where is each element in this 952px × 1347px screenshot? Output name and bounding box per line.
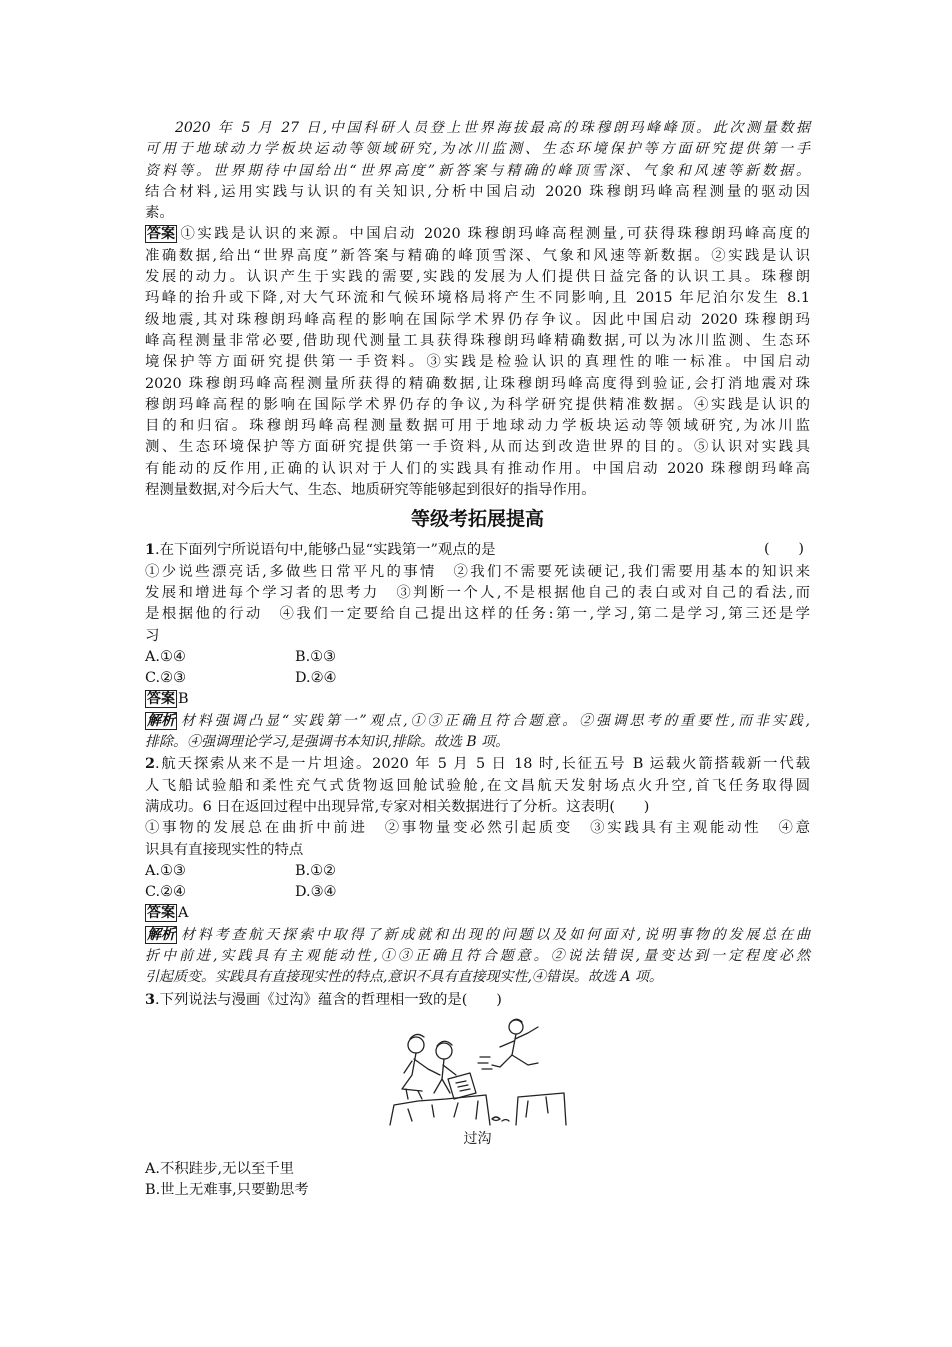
question-number: 1	[145, 541, 156, 559]
option-a: A.①③	[145, 862, 186, 879]
question-stem-line: 识具有直接现实性的特点	[145, 841, 304, 858]
question-3	[145, 989, 810, 1202]
answer-value: A	[178, 905, 189, 922]
question-body-line: 习	[145, 627, 160, 644]
question-body-line: 是根据他的行动 ④我们一定要给自己提出这样的任务:第一,学习,第二是学习,第三还是学	[145, 606, 810, 623]
answer-line: 级地震,其对珠穆朗玛峰高程的影响在国际学术界仍存争议。因此中国启动 2020 珠穆朗玛	[145, 311, 810, 328]
analysis-line: 折中前进,实践具有主观能动性,①③正确且符合题意。②说法错误,量变达到一定程度必然	[145, 947, 810, 964]
answer-line: 玛峰的抬升或下降,对大气环流和气候环境格局将产生不同影响,且 2015 年尼泊尔发生 8.1	[145, 290, 810, 307]
intro-line: 2020 年 5 月 27 日,中国科研人员登上世界海拔最高的珠穆朗玛峰峰顶。此次测量数据	[175, 120, 810, 136]
answer-tag: 答案	[147, 905, 175, 922]
question-stem: .航天探索从来不是一片坦途。2020 年 5 月 5 日 18 时,长征五号 B 运载火箭搭载新一代载	[155, 756, 810, 773]
answer-value: B	[178, 691, 189, 708]
question-stem: .下列说法与漫画《过沟》蕴含的哲理相一致的是( )	[155, 991, 502, 1008]
question-stem-line: 人飞船试验船和柔性充气式货物返回舱试验舱,在文昌航天发射场点火升空,首飞任务取得圆	[145, 777, 810, 794]
analysis-line: 排除。④强调理论学习,是强调书本知识,排除。故选 B 项。	[145, 734, 510, 751]
analysis-line: 材料考查航天探索中取得了新成就和出现的问题以及如何面对,说明事物的发展总在曲	[178, 926, 810, 943]
option-b: B.①③	[295, 648, 336, 665]
answer-tag: 答案	[147, 691, 175, 708]
option-c: C.②④	[145, 884, 186, 901]
question-1	[145, 539, 810, 753]
answer-line: 境保护等方面研究提供第一手资料。③实践是检验认识的真理性的唯一标准。中国启动	[145, 354, 810, 371]
answer-line: 发展的动力。认识产生于实践的需要,实践的发展为人们提供日益完备的认识工具。珠穆朗	[145, 269, 810, 286]
option-b: B.世上无难事,只要勤思考	[145, 1182, 309, 1199]
question-body-line: 发展和增进每个学习者的思考力 ③判断一个人,不是根据他自己的表白或对自己的看法,而	[145, 584, 810, 601]
question-stem-line: 满成功。6 日在返回过程中出现异常,专家对相关数据进行了分析。这表明( )	[145, 798, 650, 815]
answer-line: 穆朗玛峰高程的影响在国际学术界仍存的争议,为科学研究提供精准数据。④实践是认识的	[145, 396, 810, 413]
answer-tag: 答案	[147, 226, 175, 243]
analysis-line: 引起质变。实践具有直接现实性的特点,意识不具有直接现实性,④错误。故选 A 项。	[145, 969, 663, 986]
cartoon-illustration	[388, 1017, 568, 1127]
option-c: C.②③	[145, 670, 186, 687]
document-page	[145, 118, 810, 1201]
analysis-tag: 解析	[147, 712, 175, 729]
question-stem-line: ①事物的发展总在曲折中前进 ②事物量变必然引起质变 ③实践具有主观能动性 ④意	[145, 820, 810, 837]
question-body-line: ①少说些漂亮话,多做些日常平凡的事情 ②我们不需要死读硬记,我们需要用基本的知识来	[145, 563, 810, 580]
answer-line: 有能动的反作用,正确的认识对于人们的实践具有推动作用。中国启动 2020 珠穆朗玛峰高	[145, 460, 810, 477]
answer-line: 2020 珠穆朗玛峰高程测量所获得的精确数据,让珠穆朗玛峰高度得到验证,会打消地震对珠	[145, 375, 810, 392]
analysis-line: 材料强调凸显“实践第一”观点,①③正确且符合题意。②强调思考的重要性,而非实践,	[178, 712, 810, 729]
intro-line: 可用于地球动力学板块运动等领域研究,为冰川监测、生态环境保护等方面研究提供第一手	[145, 141, 810, 158]
question-stem: .在下面列宁所说语句中,能够凸显“实践第一”观点的是	[155, 542, 496, 559]
option-b: B.①②	[295, 862, 336, 879]
intro-answer	[145, 224, 810, 501]
answer-line: 程测量数据,对今后大气、生态、地质研究等能够起到很好的指导作用。	[145, 482, 596, 499]
section-title: 等级考拓展提高	[410, 508, 544, 531]
cartoon-caption: 过沟	[463, 1130, 492, 1147]
intro-line: 资料等。世界期待中国给出“世界高度”新答案与精确的峰顶雪深、气象和风速等新数据。	[145, 162, 810, 179]
option-d: D.②④	[295, 670, 337, 687]
option-a: A.不积跬步,无以至千里	[145, 1160, 295, 1177]
answer-line: 准确数据,给出“世界高度”新答案与精确的峰顶雪深、气象和风速等新数据。②实践是认识	[145, 247, 810, 264]
question-number: 2	[145, 755, 156, 773]
option-d: D.③④	[295, 884, 337, 901]
option-a: A.①④	[145, 648, 186, 665]
answer-line: 测、生态环境保护等方面研究提供第一手资料,从而达到改造世界的目的。⑤认识对实践具	[145, 439, 810, 456]
question-2	[145, 753, 810, 988]
intro-line: 结合材料,运用实践与认识的有关知识,分析中国启动 2020 珠穆朗玛峰高程测量的驱动因	[145, 183, 810, 200]
question-number: 3	[145, 990, 156, 1008]
answer-line: ①实践是认识的来源。中国启动 2020 珠穆朗玛峰高程测量,可获得珠穆朗玛峰高度的	[178, 226, 810, 243]
analysis-tag: 解析	[147, 926, 175, 943]
answer-line: 目的和归宿。珠穆朗玛峰高程测量数据可用于地球动力学板块运动等领域研究,为冰川监	[145, 418, 810, 435]
intro-line: 素。	[145, 205, 174, 222]
answer-paren: ( )	[763, 541, 804, 558]
answer-line: 峰高程测量非常必要,借助现代测量工具获得珠穆朗玛峰精确数据,可以为冰川监测、生态环	[145, 332, 810, 349]
intro-question	[145, 118, 810, 224]
